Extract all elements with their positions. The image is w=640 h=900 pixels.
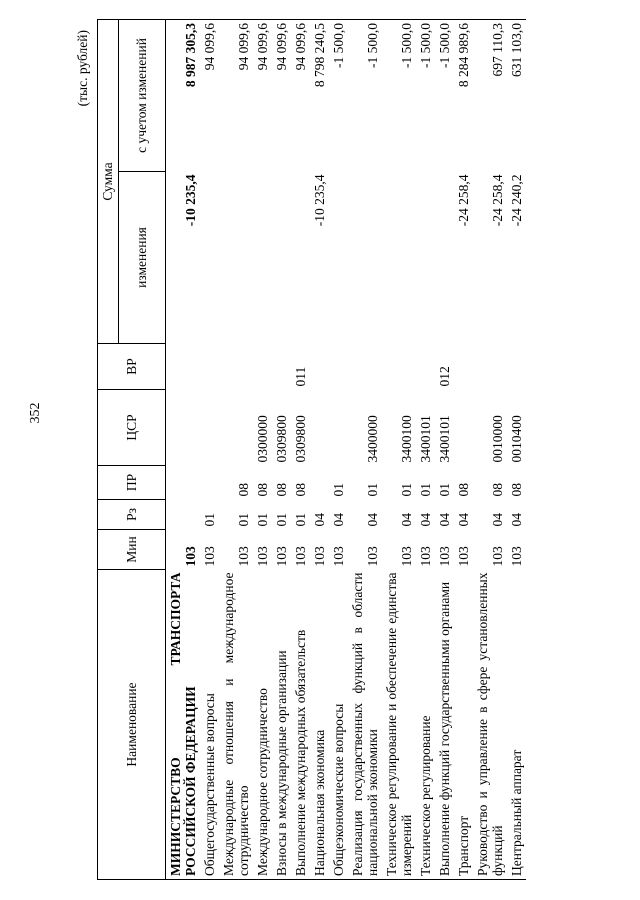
units-label: (тыс. рублей) [75, 30, 90, 107]
row-min: 103 [509, 546, 524, 567]
table-row [272, 19, 291, 879]
row-total: 8 798 240,5 [310, 19, 329, 171]
row-rz: 04 [365, 513, 380, 527]
row-rz: 04 [456, 513, 471, 527]
row-rz: 01 [236, 513, 251, 527]
table-row [253, 19, 272, 879]
row-min: 103 [331, 546, 346, 567]
row-change: -24 258,4 [456, 174, 471, 227]
row-change: -10 235,4 [312, 174, 327, 227]
row-csr: 0309800 [293, 415, 308, 463]
row-name: Выполнение функций государственными органами [435, 570, 454, 880]
row-pr [166, 466, 201, 500]
table-row [291, 19, 310, 879]
header-vr: ВР [98, 344, 166, 390]
header-with-change: с учетом изменений [119, 19, 166, 171]
row-total: -1 500,0 [382, 19, 416, 171]
table-row [382, 19, 416, 879]
row-vr [416, 344, 435, 390]
row-pr: 08 [509, 483, 524, 497]
row-vr [382, 344, 416, 390]
table-row [329, 19, 348, 879]
row-rz: 04 [399, 513, 414, 527]
row-csr: 3400100 [399, 415, 414, 463]
row-csr [310, 390, 329, 466]
row-change: -10 235,4 [183, 174, 198, 227]
row-change [291, 172, 310, 344]
row-change: -24 240,2 [509, 174, 524, 227]
row-name: Транспорт [454, 570, 473, 880]
row-min: 103 [255, 546, 270, 567]
table-row [454, 19, 473, 879]
row-csr [329, 390, 348, 466]
row-vr [272, 344, 291, 390]
row-pr: 08 [236, 483, 251, 497]
row-rz: 04 [490, 513, 505, 527]
row-min: 103 [437, 546, 452, 567]
row-min: 103 [312, 546, 327, 567]
row-csr [166, 390, 201, 466]
row-vr [219, 344, 253, 390]
table-body [166, 19, 527, 879]
row-change [435, 172, 454, 344]
row-vr [473, 344, 507, 390]
table-row [348, 19, 382, 879]
table-row [435, 19, 454, 879]
row-min: 103 [274, 546, 289, 567]
row-pr: 01 [437, 483, 452, 497]
row-name: Техническое регулирование и обеспечение единства измерений [382, 570, 416, 880]
row-total: 94 099,6 [219, 19, 253, 171]
row-total: 94 099,6 [200, 19, 219, 171]
row-pr: 08 [274, 483, 289, 497]
row-vr [166, 344, 201, 390]
row-csr [219, 390, 253, 466]
page-number: 352 [28, 402, 43, 424]
row-name: Общегосударственные вопросы [200, 570, 219, 880]
row-min: 103 [418, 546, 433, 567]
row-csr: 3400101 [437, 415, 452, 463]
row-name: Центральный аппарат [507, 570, 526, 880]
row-change [416, 172, 435, 344]
row-change [348, 172, 382, 344]
row-vr [253, 344, 272, 390]
row-min: 103 [365, 546, 380, 567]
header-rz: Рз [98, 500, 166, 530]
row-name: Техническое регулирование [416, 570, 435, 880]
row-rz: 04 [312, 513, 327, 527]
table-row [310, 19, 329, 879]
row-pr: 01 [331, 483, 346, 497]
row-name: МИНИСТЕРСТВО ТРАНСПОРТА РОССИЙСКОЙ ФЕДЕРАЦИИ [166, 570, 201, 880]
row-pr: 08 [293, 483, 308, 497]
row-pr: 01 [365, 483, 380, 497]
header-sum: Сумма [98, 19, 119, 343]
row-vr [310, 344, 329, 390]
row-change [329, 172, 348, 344]
row-total: -1 500,0 [329, 19, 348, 171]
row-rz: 01 [255, 513, 270, 527]
row-csr [454, 390, 473, 466]
row-vr [200, 344, 219, 390]
budget-table [97, 19, 526, 880]
row-vr [507, 344, 526, 390]
row-change [200, 172, 219, 344]
row-name: Международные отношения и международное сотрудничество [219, 570, 253, 880]
row-vr: 012 [437, 366, 452, 387]
row-change [253, 172, 272, 344]
row-csr: 3400000 [365, 415, 380, 463]
row-rz [166, 500, 201, 530]
table-row [473, 19, 507, 879]
row-min: 103 [202, 546, 217, 567]
row-vr: 011 [293, 366, 308, 387]
row-rz: 04 [509, 513, 524, 527]
row-total: -1 500,0 [416, 19, 435, 171]
row-rz: 01 [293, 513, 308, 527]
table-row [416, 19, 435, 879]
row-name: Выполнение международных обязательств [291, 570, 310, 880]
row-csr: 0010400 [509, 415, 524, 463]
table-row [507, 19, 526, 879]
row-pr: 08 [456, 483, 471, 497]
row-total: 697 110,3 [473, 19, 507, 171]
row-csr [200, 390, 219, 466]
row-pr: 08 [255, 483, 270, 497]
row-csr: 0010000 [490, 415, 505, 463]
row-vr [329, 344, 348, 390]
table-row [200, 19, 219, 879]
row-total: -1 500,0 [435, 19, 454, 171]
row-min: 103 [293, 546, 308, 567]
row-pr [310, 466, 329, 500]
table-row [166, 19, 201, 879]
row-pr: 01 [418, 483, 433, 497]
row-min: 103 [183, 546, 198, 567]
header-pr: ПР [98, 466, 166, 500]
row-csr: 0300000 [255, 415, 270, 463]
header-csr: ЦСР [98, 390, 166, 466]
row-vr [454, 344, 473, 390]
header-name: Наименование [98, 570, 166, 880]
row-name: Реализация государственных функций в области национальной экономики [348, 570, 382, 880]
row-min: 103 [399, 546, 414, 567]
row-min: 103 [236, 546, 251, 567]
row-change [382, 172, 416, 344]
row-csr: 0309800 [274, 415, 289, 463]
row-name: Общеэкономические вопросы [329, 570, 348, 880]
row-total: 8 284 989,6 [454, 19, 473, 171]
row-name: Международное сотрудничество [253, 570, 272, 880]
row-rz: 01 [202, 513, 217, 527]
header-change: изменения [119, 172, 166, 344]
row-total: 94 099,6 [291, 19, 310, 171]
row-total: 8 987 305,3 [166, 19, 201, 171]
row-rz: 04 [437, 513, 452, 527]
row-total: 94 099,6 [272, 19, 291, 171]
row-pr: 08 [490, 483, 505, 497]
row-total: 94 099,6 [253, 19, 272, 171]
row-name: Взносы в международные организации [272, 570, 291, 880]
table-row [219, 19, 253, 879]
row-rz: 01 [274, 513, 289, 527]
row-pr: 01 [399, 483, 414, 497]
row-total: -1 500,0 [348, 19, 382, 171]
row-change [219, 172, 253, 344]
row-pr [200, 466, 219, 500]
row-rz: 04 [331, 513, 346, 527]
row-csr: 3400101 [418, 415, 433, 463]
rotated-table-sheet [75, 20, 565, 880]
row-min: 103 [456, 546, 471, 567]
header-min: Мин [98, 530, 166, 570]
row-change [272, 172, 291, 344]
row-name: Национальная экономика [310, 570, 329, 880]
row-vr [348, 344, 382, 390]
row-total: 631 103,0 [507, 19, 526, 171]
row-rz: 04 [418, 513, 433, 527]
row-name: Руководство и управление в сфере установленных функций [473, 570, 507, 880]
row-change: -24 258,4 [490, 174, 505, 227]
row-min: 103 [490, 546, 505, 567]
